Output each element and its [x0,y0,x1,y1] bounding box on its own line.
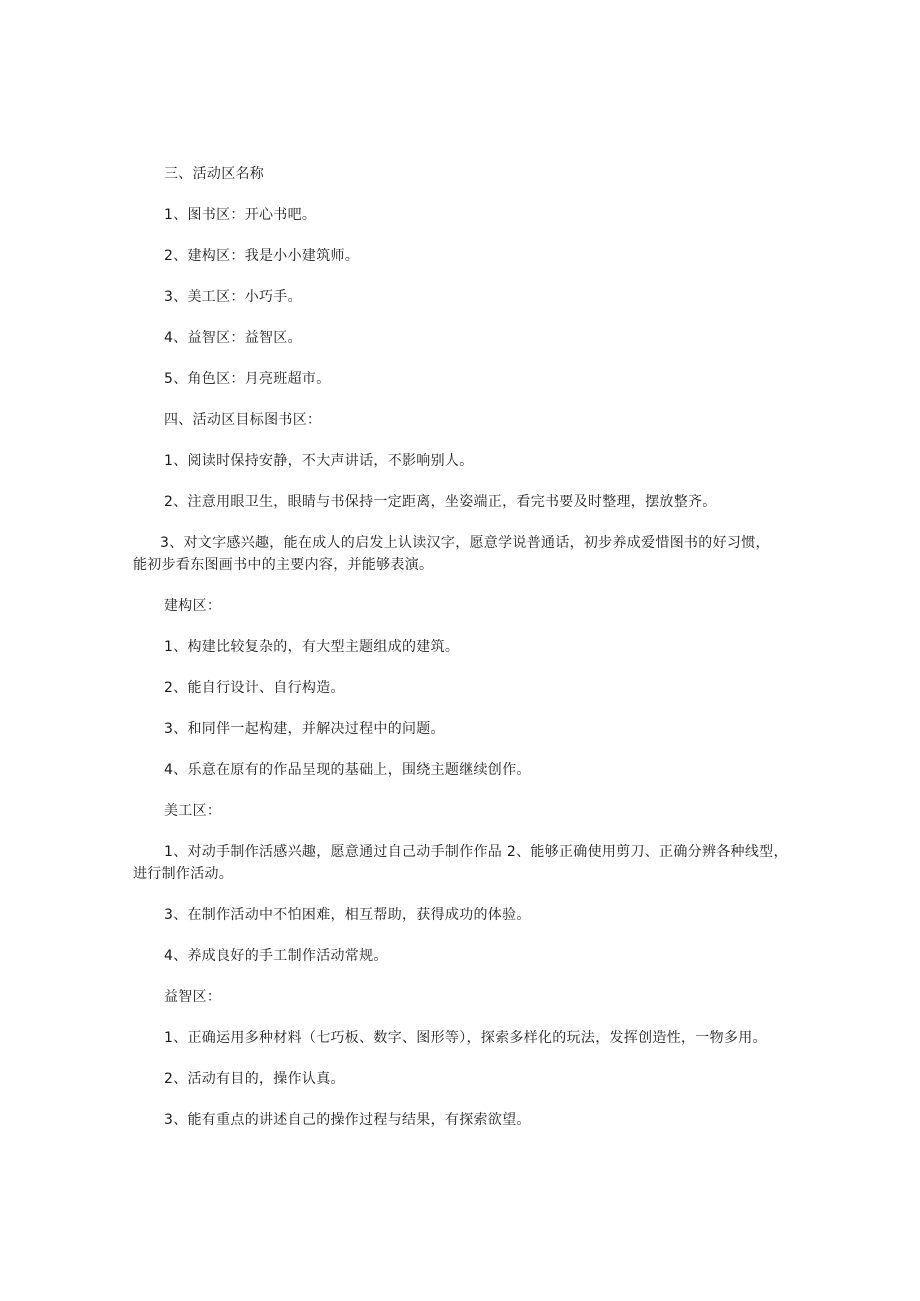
subsection-heading: 建构区： [164,598,222,614]
list-item-continuation: 能初步看东图画书中的主要内容，并能够表演。 [133,557,434,573]
list-item: 3、能有重点的讲述自己的操作过程与结果，有探索欲望。 [164,1112,531,1128]
list-item: 3、美工区：小巧手。 [164,289,302,305]
list-item: 1、图书区：开心书吧。 [164,207,317,223]
list-item: 1、构建比较复杂的，有大型主题组成的建筑。 [164,639,460,655]
list-item: 3、对文字感兴趣，能在成人的启发上认读汉字，愿意学说普通话，初步养成爱惜图书的好习惯， [160,535,770,551]
subsection-heading: 美工区： [164,803,222,819]
list-item: 2、建构区：我是小小建筑师。 [164,248,360,264]
list-item: 5、角色区：月亮班超市。 [164,371,331,387]
list-item: 2、注意用眼卫生，眼睛与书保持一定距离，坐姿端正，看完书要及时整理，摆放整齐。 [164,494,717,510]
list-item: 4、乐意在原有的作品呈现的基础上，围绕主题继续创作。 [164,762,531,778]
list-item: 4、益智区：益智区。 [164,330,302,346]
section-heading: 三、活动区名称 [164,166,265,182]
list-item: 2、活动有目的，操作认真。 [164,1071,345,1087]
list-item-continuation: 进行制作活动。 [133,866,234,882]
list-item: 2、能自行设计、自行构造。 [164,680,345,696]
list-item: 4、养成良好的手工制作活动常规。 [164,948,388,964]
list-item: 3、在制作活动中不怕困难，相互帮助，获得成功的体验。 [164,907,531,923]
list-item: 1、正确运用多种材料（七巧板、数字、图形等），探索多样化的玩法，发挥创造性，一物多用。 [164,1030,767,1046]
list-item: 1、对动手制作活感兴趣，愿意通过自己动手制作作品 2、能够正确使用剪刀、正确分辨各种线型， [164,844,788,860]
section-heading: 四、活动区目标图书区： [164,412,322,428]
subsection-heading: 益智区： [164,989,222,1005]
list-item: 3、和同伴一起构建，并解决过程中的问题。 [164,721,445,737]
list-item: 1、阅读时保持安静，不大声讲话，不影响别人。 [164,453,474,469]
